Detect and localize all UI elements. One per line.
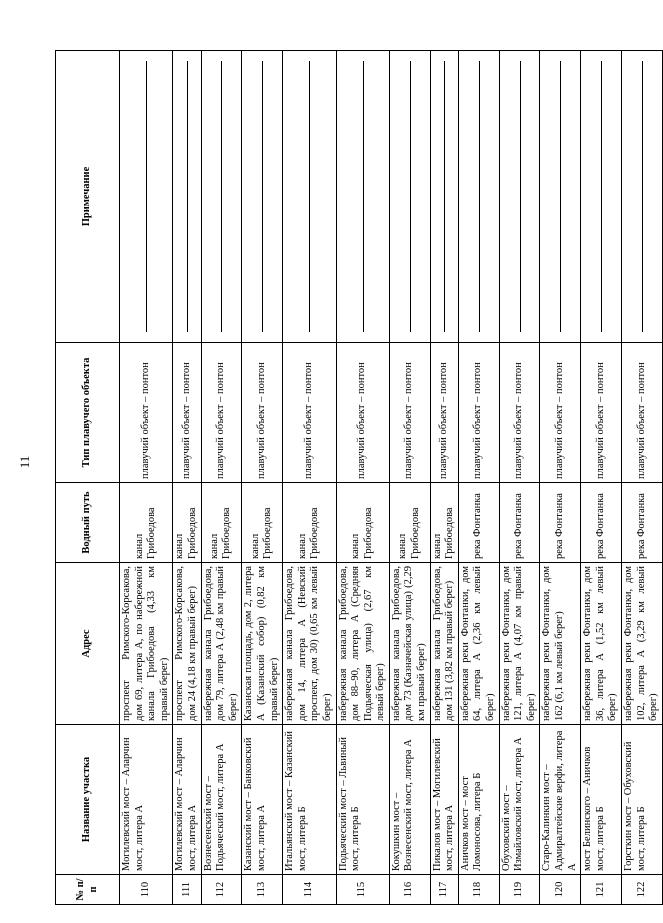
row-waterway: река Фонтанка <box>499 483 540 563</box>
row-waterway: канал Грибоедова <box>336 483 389 563</box>
row-type: плавучий объект – понтон <box>499 343 540 483</box>
empty-note-dash <box>444 61 445 332</box>
row-type: плавучий объект – понтон <box>120 343 173 483</box>
row-num: 119 <box>499 875 540 905</box>
table-row <box>499 51 540 905</box>
row-name: Казанский мост – Банковский мост, литера А <box>242 725 283 875</box>
row-note <box>242 51 283 343</box>
row-waterway: канал Грибоедова <box>283 483 336 563</box>
row-note <box>173 51 201 343</box>
row-num: 122 <box>621 875 662 905</box>
empty-note-dash <box>601 61 602 332</box>
row-address: набережная реки Фонтанки, дом 162 (6,1 км левый берег) <box>540 563 581 725</box>
row-type: плавучий объект – понтон <box>336 343 389 483</box>
row-waterway: канал Грибоедова <box>389 483 430 563</box>
row-name: Обуховский мост – Измайловский мост, литера А <box>499 725 540 875</box>
row-waterway: река Фонтанка <box>540 483 581 563</box>
row-num: 111 <box>173 875 201 905</box>
row-address: набережная канала Грибоедова, дом 73 (Казначейская улица) (2,29 км правый берег) <box>389 563 430 725</box>
header-waterway: Водный путь <box>56 483 120 563</box>
row-note <box>581 51 622 343</box>
row-type: плавучий объект – понтон <box>540 343 581 483</box>
row-name: Подьяческий мост – Львиный мост, литера Б <box>336 725 389 875</box>
page-number: 11 <box>17 455 32 469</box>
table-row <box>458 51 499 905</box>
table-row <box>430 51 458 905</box>
row-name: Итальянский мост – Казанский мост, литера Б <box>283 725 336 875</box>
row-num: 110 <box>120 875 173 905</box>
row-num: 112 <box>201 875 242 905</box>
empty-note-dash <box>520 61 521 332</box>
row-name: Кокушкин мост – Вознесенский мост, литера А <box>389 725 430 875</box>
row-name: Горсткин мост – Обуховский мост, литера Б <box>621 725 662 875</box>
row-name: Аничков мост – мост Ломоносова, литера Б <box>458 725 499 875</box>
empty-note-dash <box>479 61 480 332</box>
header-name: Название участка <box>56 725 120 875</box>
empty-note-dash <box>642 61 643 332</box>
row-name: мост Белинского – Аничков мост, литера Б <box>581 725 622 875</box>
row-note <box>430 51 458 343</box>
row-num: 113 <box>242 875 283 905</box>
row-waterway: река Фонтанка <box>458 483 499 563</box>
table-row <box>621 51 662 905</box>
row-num: 116 <box>389 875 430 905</box>
row-name: Могилевский мост – Аларчин мост, литера А <box>173 725 201 875</box>
table-row <box>120 51 173 905</box>
table-row <box>283 51 336 905</box>
row-note <box>120 51 173 343</box>
row-waterway: канал Грибоедова <box>120 483 173 563</box>
row-type: плавучий объект – понтон <box>430 343 458 483</box>
header-num: № п/п <box>56 875 120 905</box>
row-address: набережная реки Фонтанки, дом 102, литера А (3,29 км левый берег) <box>621 563 662 725</box>
row-address: проспект Римского-Корсакова, дом 24 (4,18 км правый берег) <box>173 563 201 725</box>
empty-note-dash <box>221 61 222 332</box>
table-row <box>242 51 283 905</box>
empty-note-dash <box>363 61 364 332</box>
row-name: Могилевский мост – Аларчин мост, литера А <box>120 725 173 875</box>
row-note <box>283 51 336 343</box>
empty-note-dash <box>309 61 310 332</box>
table-row <box>336 51 389 905</box>
row-address: набережная канала Грибоедова, дом 14, литера А (Невский проспект, дом 30) (0,65 км левый берег) <box>283 563 336 725</box>
row-type: плавучий объект – понтон <box>201 343 242 483</box>
row-num: 115 <box>336 875 389 905</box>
table-row <box>540 51 581 905</box>
empty-note-dash <box>262 61 263 332</box>
row-address: Казанская площадь, дом 2, литера А (Казанский собор) (0,82 км правый берег) <box>242 563 283 725</box>
row-type: плавучий объект – понтон <box>283 343 336 483</box>
empty-note-dash <box>560 61 561 332</box>
table-row <box>173 51 201 905</box>
table-row <box>581 51 622 905</box>
row-type: плавучий объект – понтон <box>621 343 662 483</box>
row-waterway: канал Грибоедова <box>430 483 458 563</box>
header-address: Адрес <box>56 563 120 725</box>
row-address: набережная реки Фонтанки, дом 121, литера А (4,07 км правый берег) <box>499 563 540 725</box>
row-waterway: канал Грибоедова <box>242 483 283 563</box>
row-address: набережная канала Грибоедова, дом 79, литера А (2,48 км правый берег) <box>201 563 242 725</box>
row-address: проспект Римского-Корсакова, дом 69, литера А, по набережной канала Грибоедова (4,33 км правый берег) <box>120 563 173 725</box>
row-note <box>458 51 499 343</box>
rotated-table-container <box>55 51 660 905</box>
row-waterway: канал Грибоедова <box>201 483 242 563</box>
row-waterway: река Фонтанка <box>621 483 662 563</box>
row-type: плавучий объект – понтон <box>173 343 201 483</box>
row-num: 120 <box>540 875 581 905</box>
row-waterway: река Фонтанка <box>581 483 622 563</box>
row-type: плавучий объект – понтон <box>581 343 622 483</box>
row-address: набережная канала Грибоедова, дом 131 (3,82 км правый берег) <box>430 563 458 725</box>
row-waterway: канал Грибоедова <box>173 483 201 563</box>
row-num: 118 <box>458 875 499 905</box>
row-address: набережная канала Грибоедова, дом 88–90, литера А (Средняя Подьяческая улица) (2,67 км левый берег) <box>336 563 389 725</box>
row-num: 117 <box>430 875 458 905</box>
empty-note-dash <box>146 61 147 332</box>
table-row <box>201 51 242 905</box>
row-num: 121 <box>581 875 622 905</box>
row-address: набережная реки Фонтанки, дом 64, литера А (2,36 км левый берег) <box>458 563 499 725</box>
row-note <box>621 51 662 343</box>
pontoon-table <box>55 50 663 905</box>
row-type: плавучий объект – понтон <box>389 343 430 483</box>
row-name: Вознесенский мост – Подьяческий мост, литера А <box>201 725 242 875</box>
row-type: плавучий объект – понтон <box>242 343 283 483</box>
header-note: Примечание <box>56 51 120 343</box>
empty-note-dash <box>187 61 188 332</box>
header-type: Тип плавучего объекта <box>56 343 120 483</box>
row-note <box>336 51 389 343</box>
row-name: Старо-Калинкин мост – Адмиралтейские верфи, литера А <box>540 725 581 875</box>
row-note <box>389 51 430 343</box>
table-header-row <box>56 51 120 905</box>
row-name: Пикалов мост – Могилевский мост, литера А <box>430 725 458 875</box>
row-note <box>499 51 540 343</box>
row-note <box>201 51 242 343</box>
table-row <box>389 51 430 905</box>
row-num: 114 <box>283 875 336 905</box>
empty-note-dash <box>410 61 411 332</box>
row-type: плавучий объект – понтон <box>458 343 499 483</box>
row-note <box>540 51 581 343</box>
row-address: набережная реки Фонтанки, дом 36, литера А (1,52 км левый берег) <box>581 563 622 725</box>
